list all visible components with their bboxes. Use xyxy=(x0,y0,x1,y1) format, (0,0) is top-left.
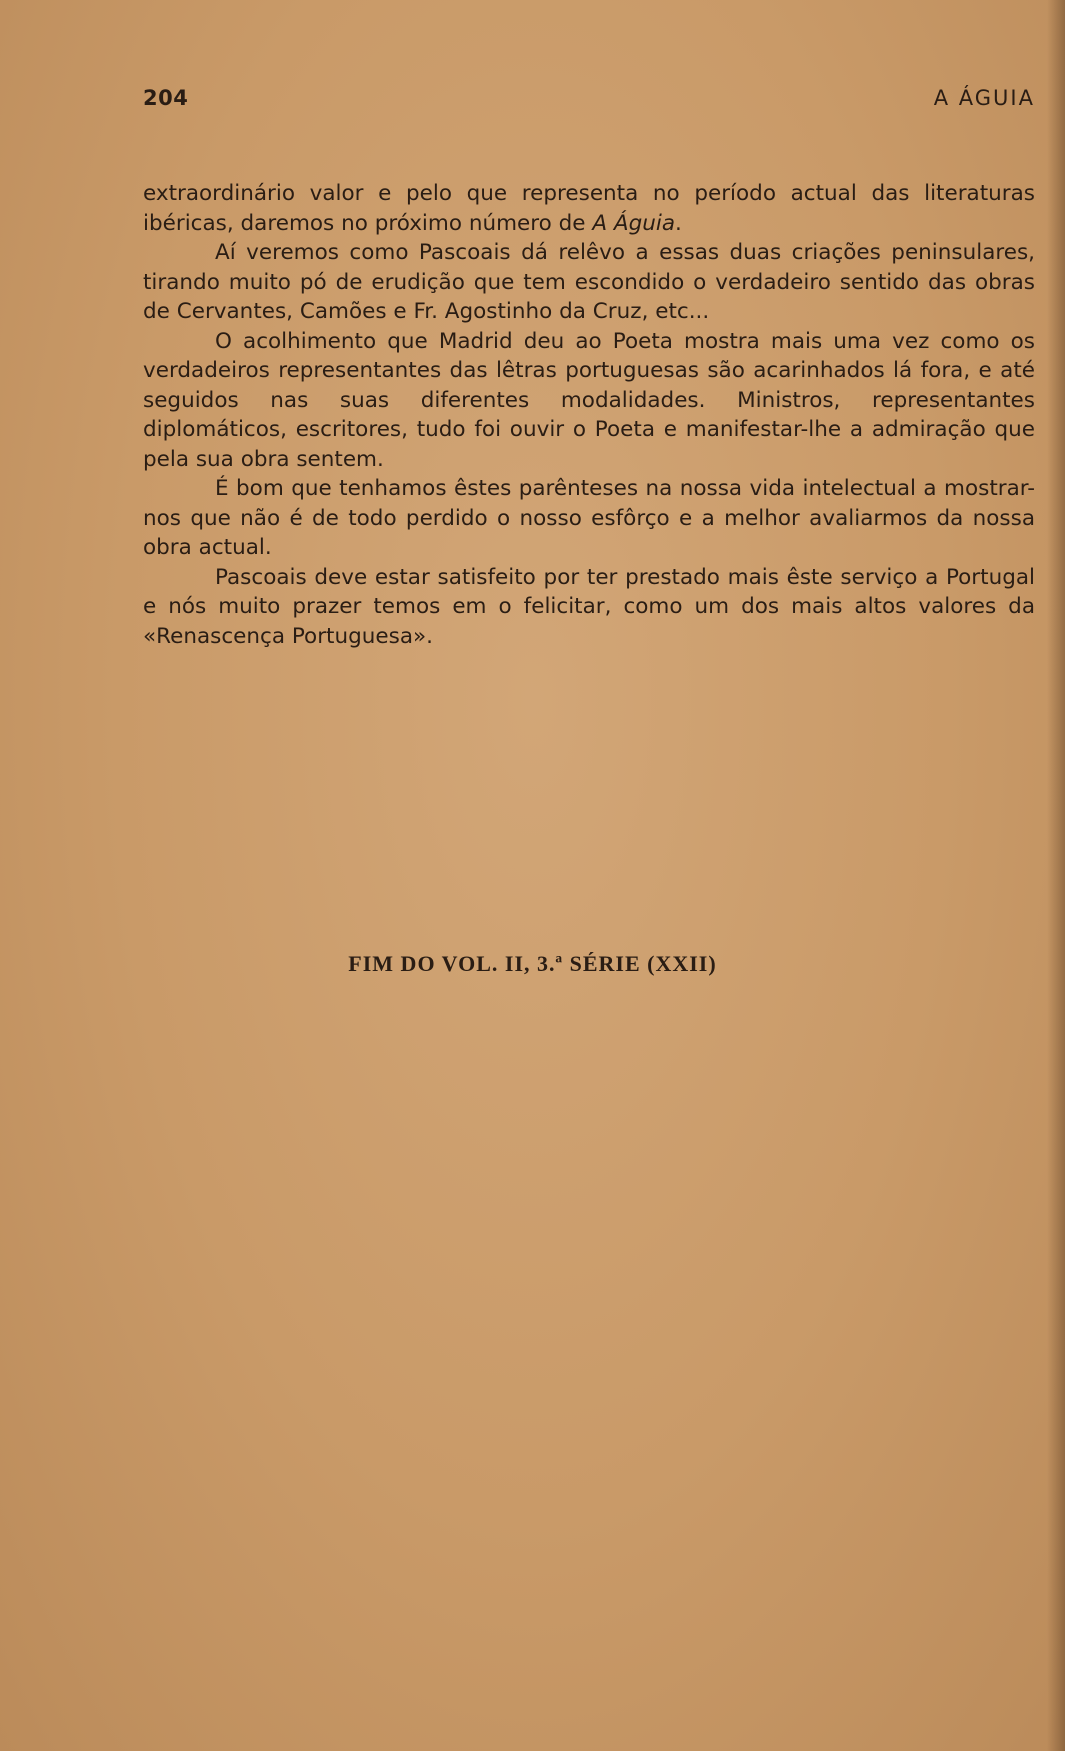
running-head xyxy=(143,86,1035,116)
article-body xyxy=(143,179,1035,651)
paragraph-1-text: extraordinário valor e pelo que representa no período actual das literaturas ibéricas, daremos no próximo número de xyxy=(143,181,1035,236)
journal-title-emphasis: A Águia xyxy=(592,210,676,236)
end-of-volume-note: FIM DO VOL. II, 3.ª SÉRIE (XXII) xyxy=(348,951,717,976)
paragraph-1-tail: . xyxy=(675,210,682,236)
page-number: 204 xyxy=(143,86,189,110)
page-edge-shadow xyxy=(1047,0,1065,1751)
journal-title: A ÁGUIA xyxy=(933,86,1035,110)
paragraph-3: O acolhimento que Madrid deu ao Poeta mostra mais uma vez como os verdadeiros representantes das lêtras portuguesas são acarinhados lá fora, e até seguidos nas suas diferentes modalidades. Ministros, representantes diplomáticos, escritores, tudo foi ouvir o Poeta e manifestar-lhe a admiração que pela sua obra sentem. xyxy=(143,328,1035,472)
paragraph-5: Pascoais deve estar satisfeito por ter prestado mais êste serviço a Portugal e nós muito prazer temos em o felicitar, como um dos mais altos valores da «Renascença Portuguesa». xyxy=(143,564,1035,649)
paragraph-4: É bom que tenhamos êstes parênteses na nossa vida intelectual a mostrar-nos que não é de todo perdido o nosso esfôrço e a melhor avaliarmos da nossa obra actual. xyxy=(143,476,1035,560)
paragraph-2: Aí veremos como Pascoais dá relêvo a essas duas criações peninsulares, tirando muito pó de erudição que tem escondido o verdadeiro sentido das obras de Cervantes, Camões e Fr. Agostinho da Cruz, etc... xyxy=(143,240,1035,324)
paragraph-1 xyxy=(143,179,1035,238)
